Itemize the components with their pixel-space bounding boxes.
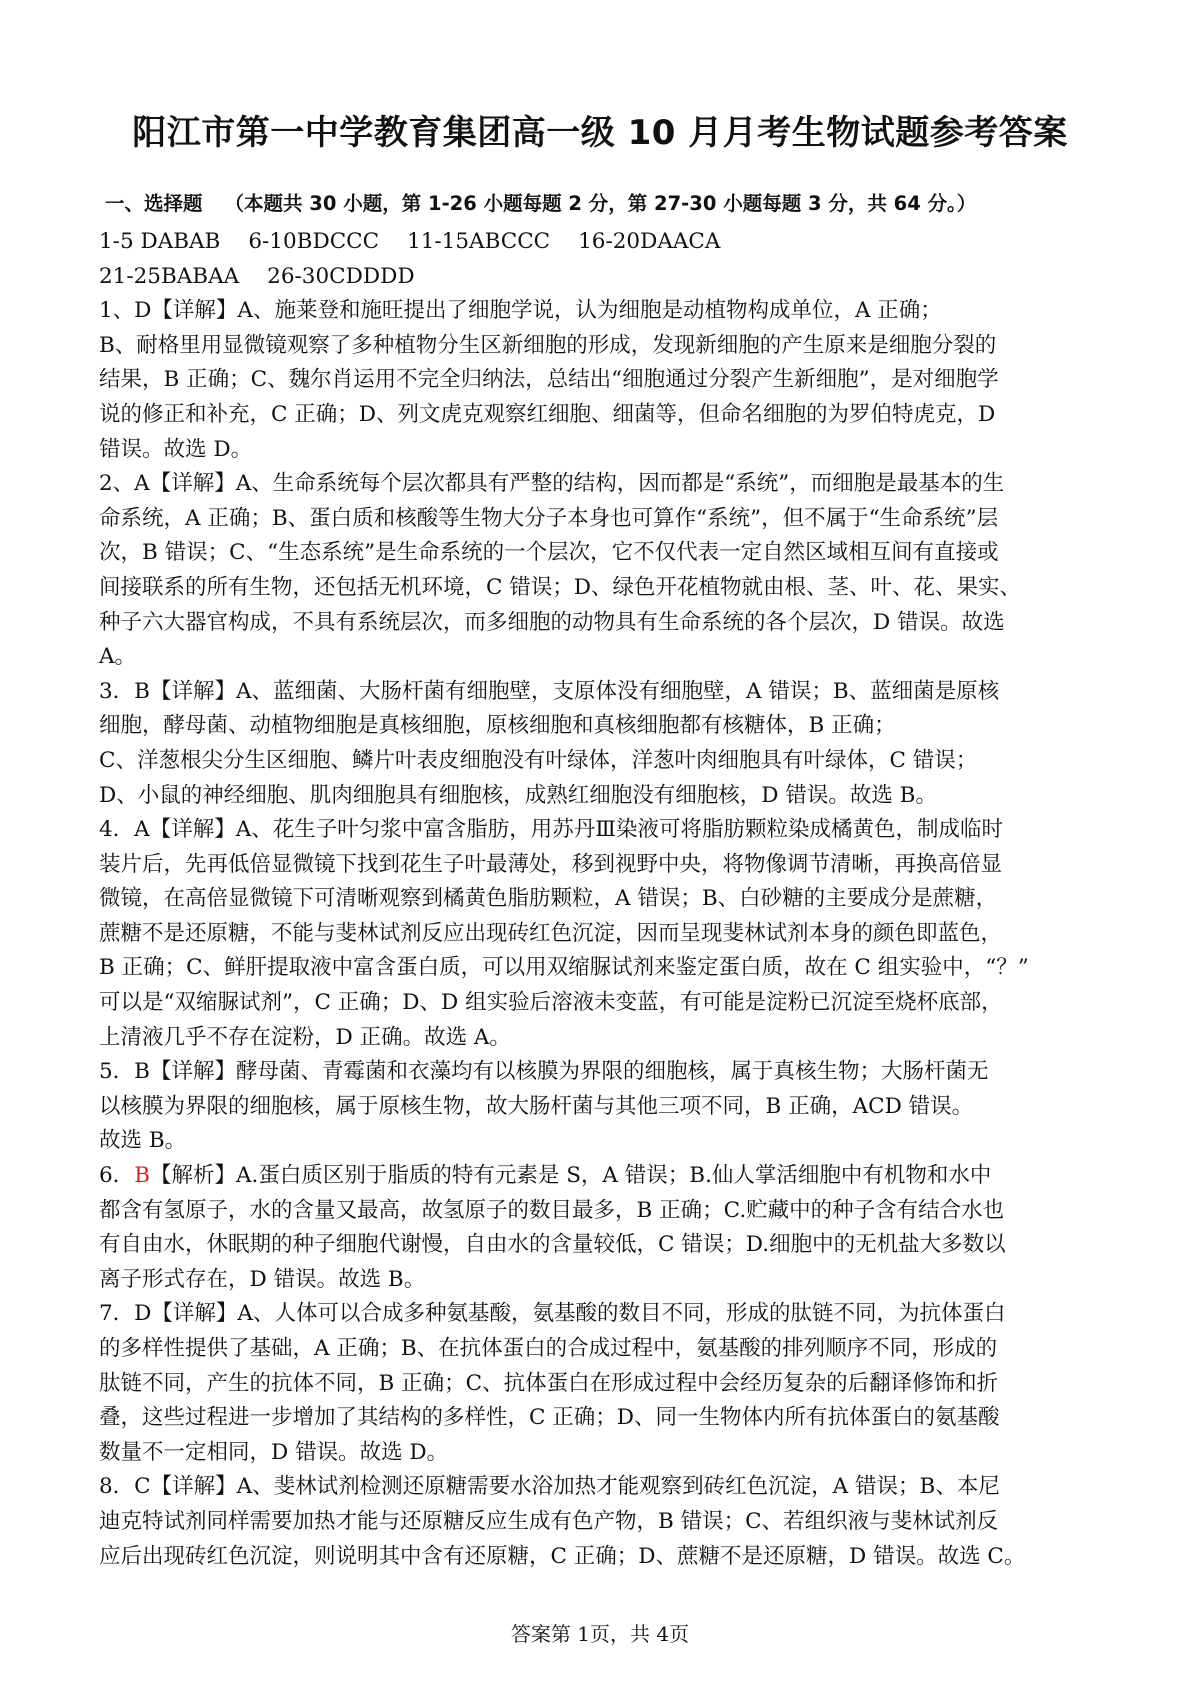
answer-key: 1-5 DABAB bbox=[99, 229, 221, 254]
section-title: 一、选择题 bbox=[105, 192, 203, 215]
explanation-line: 都含有氢原子，水的含量又最高，故氢原子的数目最多，B 正确；C.贮藏中的种子含有结合水也 bbox=[99, 1197, 1005, 1223]
explanation-line: 离子形式存在，D 错误。故选 B。 bbox=[99, 1266, 426, 1292]
answer-content bbox=[99, 225, 1117, 1574]
answer-key: 6-10BDCCC bbox=[248, 229, 380, 254]
answer-key-row-2 bbox=[99, 260, 1117, 295]
explanation-q2 bbox=[99, 467, 1117, 675]
page-title: 阳江市第一中学教育集团高一级 10 月月考生物试题参考答案 bbox=[132, 113, 1068, 153]
explanation-line: 结果，B 正确；C、魏尔肖运用不完全归纳法，总结出“细胞通过分裂产生新细胞”，是对细胞学 bbox=[99, 367, 999, 393]
explanation-line: 以核膜为界限的细胞核，属于原核生物，故大肠杆菌与其他三项不同，B 正确，ACD 错误。 bbox=[99, 1093, 974, 1119]
explanation-line: 说的修正和补充，C 正确；D、列文虎克观察红细胞、细菌等，但命名细胞的为罗伯特虎克，D bbox=[99, 401, 996, 427]
explanation-line bbox=[99, 1159, 1117, 1194]
explanation-line: 4．A【详解】A、花生子叶匀浆中富含脂肪，用苏丹Ⅲ染液可将脂肪颗粒染成橘黄色，制成临时 bbox=[99, 817, 1003, 843]
explanation-line: 的多样性提供了基础，A 正确；B、在抗体蛋白的合成过程中，氨基酸的排列顺序不同，形成的 bbox=[99, 1336, 998, 1361]
explanation-line: 7．D【详解】A、人体可以合成多种氨基酸，氨基酸的数目不同，形成的肽链不同，为抗体蛋白 bbox=[99, 1301, 1006, 1327]
explanation-q6 bbox=[99, 1159, 1117, 1297]
page-footer: 答案第 1页，共 4页 bbox=[510, 1622, 690, 1646]
explanation-line: C、洋葱根尖分生区细胞、鳞片叶表皮细胞没有叶绿体，洋葱叶肉细胞具有叶绿体，C 错误； bbox=[99, 747, 978, 773]
explanation-line: 3．B【详解】A、蓝细菌、大肠杆菌有细胞壁，支原体没有细胞壁，A 错误；B、蓝细菌是原核 bbox=[99, 678, 1000, 704]
explanation-line: 2、A【详解】A、生命系统每个层次都具有严整的结构，因而都是“系统”，而细胞是最基本的生 bbox=[99, 471, 1005, 497]
explanation-line: 间接联系的所有生物，还包括无机环境，C 错误；D、绿色开花植物就由根、茎、叶、花、果实、 bbox=[99, 574, 1022, 600]
explanation-q5 bbox=[99, 1055, 1117, 1159]
question-number: 6． bbox=[99, 1163, 135, 1189]
section-heading bbox=[105, 188, 976, 216]
explanation-line: 5．B【详解】酵母菌、青霉菌和衣藻均有以核膜为界限的细胞核，属于真核生物；大肠杆菌无 bbox=[99, 1059, 989, 1085]
explanation-line: 微镜，在高倍显微镜下可清晰观察到橘黄色脂肪颗粒，A 错误；B、白砂糖的主要成分是蔗糖， bbox=[99, 886, 998, 912]
explanation-line: 细胞，酵母菌、动植物细胞是真核细胞，原核细胞和真核细胞都有核糖体，B 正确； bbox=[99, 713, 896, 739]
answer-key: 11-15ABCCC bbox=[407, 229, 551, 254]
answer-key: 16-20DAACA bbox=[578, 229, 721, 254]
explanation-line: 错误。故选 D。 bbox=[99, 436, 253, 462]
explanation-line: 上清液几乎不存在淀粉，D 正确。故选 A。 bbox=[99, 1024, 511, 1050]
explanation-line: 1、D【详解】A、施莱登和施旺提出了细胞学说，认为细胞是动植物构成单位，A 正确； bbox=[99, 298, 942, 324]
explanation-q1 bbox=[99, 294, 1117, 467]
explanation-q4 bbox=[99, 813, 1117, 1055]
explanation-line: 次，B 错误；C、“生态系统”是生命系统的一个层次，它不仅代表一定自然区域相互间有直接或 bbox=[99, 540, 999, 566]
explanation-line: B、耐格里用显微镜观察了多种植物分生区新细胞的形成，发现新细胞的产生原来是细胞分裂的 bbox=[99, 332, 997, 358]
explanation-line: A。 bbox=[99, 644, 137, 670]
explanation-q8 bbox=[99, 1470, 1117, 1574]
explanation-q7 bbox=[99, 1297, 1117, 1470]
explanation-line: 迪克特试剂同样需要加热才能与还原糖反应生成有色产物，B 错误；C、若组织液与斐林试剂反 bbox=[99, 1508, 999, 1534]
explanation-line: 数量不一定相同，D 错误。故选 D。 bbox=[99, 1439, 449, 1465]
explanation-line: 装片后，先再低倍显微镜下找到花生子叶最薄处，移到视野中央，将物像调节清晰，再换高倍显 bbox=[99, 851, 1003, 877]
explanation-line: 命系统，A 正确；B、蛋白质和核酸等生物大分子本身也可算作“系统”，但不属于“生命系统”层 bbox=[99, 505, 999, 531]
section-note: （本题共 30 小题，第 1-26 小题每题 2 分，第 27-30 小题每题 3 分，共 64 分。） bbox=[224, 192, 977, 215]
answer-letter-highlight: B bbox=[134, 1163, 150, 1189]
explanation-line: 肽链不同，产生的抗体不同，B 正确；C、抗体蛋白在形成过程中会经历复杂的后翻译修饰和折 bbox=[99, 1370, 999, 1396]
explanation-line: 叠，这些过程进一步增加了其结构的多样性，C 正确；D、同一生物体内所有抗体蛋白的氨基酸 bbox=[99, 1405, 1000, 1431]
explanation-line: B 正确；C、鲜肝提取液中富含蛋白质，可以用双缩脲试剂来鉴定蛋白质，故在 C 组实验中，“？” bbox=[99, 955, 1029, 981]
answer-key-row-1 bbox=[99, 225, 1117, 260]
explanation-text: 【解析】A.蛋白质区别于脂质的特有元素是 S，A 错误；B.仙人掌活细胞中有机物和水中 bbox=[150, 1163, 992, 1189]
explanation-line: D、小鼠的神经细胞、肌肉细胞具有细胞核，成熟红细胞没有细胞核，D 错误。故选 B。 bbox=[99, 782, 937, 808]
explanation-q3 bbox=[99, 675, 1117, 813]
explanation-line: 蔗糖不是还原糖，不能与斐林试剂反应出现砖红色沉淀，因而呈现斐林试剂本身的颜色即蓝色， bbox=[99, 920, 1003, 946]
answer-key: 26-30CDDDD bbox=[267, 263, 415, 289]
explanation-line: 有自由水，休眠期的种子细胞代谢慢，自由水的含量较低，C 错误；D.细胞中的无机盐大多数以 bbox=[99, 1232, 1006, 1258]
explanation-line: 应后出现砖红色沉淀，则说明其中含有还原糖，C 正确；D、蔗糖不是还原糖，D 错误。故选 C。 bbox=[99, 1543, 1026, 1569]
explanation-line: 8．C【详解】A、斐林试剂检测还原糖需要水浴加热才能观察到砖红色沉淀，A 错误；B、本尼 bbox=[99, 1474, 1000, 1500]
explanation-line: 故选 B。 bbox=[99, 1128, 187, 1154]
explanation-line: 可以是“双缩脲试剂”，C 正确；D、D 组实验后溶液未变蓝，有可能是淀粉已沉淀至烧杯底部， bbox=[99, 990, 1003, 1016]
explanation-line: 种子六大器官构成，不具有系统层次，而多细胞的动物具有生命系统的各个层次，D 错误。故选 bbox=[99, 609, 1005, 635]
answer-key: 21-25BABAA bbox=[99, 263, 240, 289]
